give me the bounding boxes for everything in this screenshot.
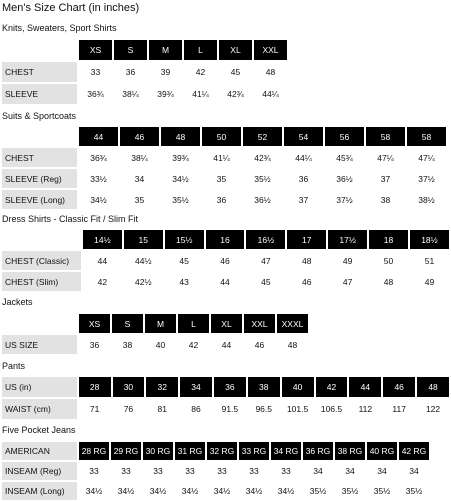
table-row bbox=[2, 377, 449, 397]
value-cell: 48 bbox=[254, 62, 287, 82]
value-cell: 34 bbox=[399, 462, 429, 480]
size-header: 40 bbox=[282, 377, 314, 397]
value-cell: 86 bbox=[180, 399, 212, 419]
value-cell: 34½ bbox=[175, 482, 205, 500]
value-cell: 51 bbox=[410, 251, 449, 270]
value-cell: 37 bbox=[366, 169, 405, 188]
value-cell: 48 bbox=[287, 251, 326, 270]
table-row bbox=[2, 84, 287, 104]
value-cell: 41¼ bbox=[202, 148, 241, 167]
value-cell: 33 bbox=[79, 462, 109, 480]
value-cell: 45 bbox=[219, 62, 252, 82]
value-cell: 39¾ bbox=[161, 148, 200, 167]
value-cell: 33 bbox=[239, 462, 269, 480]
size-header: M bbox=[145, 314, 176, 333]
section-title-suits-sportcoats: Suits & Sportcoats bbox=[2, 111, 77, 121]
size-header: 44 bbox=[349, 377, 381, 397]
value-cell: 81 bbox=[146, 399, 178, 419]
row-label: CHEST (Slim) bbox=[2, 272, 81, 291]
value-cell: 44½ bbox=[124, 251, 163, 270]
size-header: 58 bbox=[366, 127, 405, 146]
size-header: 48 bbox=[417, 377, 449, 397]
size-header: L bbox=[184, 40, 217, 60]
section-title-jackets: Jackets bbox=[2, 297, 33, 307]
size-header: 58 bbox=[407, 127, 446, 146]
corner-cell bbox=[2, 230, 81, 249]
value-cell: 35 bbox=[202, 169, 241, 188]
size-header: 18 bbox=[369, 230, 408, 249]
value-cell: 39¾ bbox=[149, 84, 182, 104]
value-cell: 48 bbox=[277, 335, 308, 354]
value-cell: 47 bbox=[328, 272, 367, 291]
value-cell: 117 bbox=[383, 399, 415, 419]
value-cell: 91.5 bbox=[214, 399, 246, 419]
size-header: 17½ bbox=[328, 230, 367, 249]
value-cell: 106.5 bbox=[316, 399, 348, 419]
row-label: SLEEVE bbox=[2, 84, 77, 104]
size-header: 48 bbox=[161, 127, 200, 146]
size-header: 29 RG bbox=[111, 442, 141, 460]
value-cell: 33½ bbox=[79, 169, 118, 188]
value-cell: 36 bbox=[202, 190, 241, 209]
value-cell: 37½ bbox=[407, 169, 446, 188]
size-header: XS bbox=[79, 40, 112, 60]
value-cell: 43 bbox=[165, 272, 204, 291]
size-header: XL bbox=[211, 314, 242, 333]
table-row bbox=[2, 335, 308, 354]
size-header: 28 RG bbox=[79, 442, 109, 460]
size-header: 56 bbox=[325, 127, 364, 146]
value-cell: 47 bbox=[246, 251, 285, 270]
size-header: 38 RG bbox=[335, 442, 365, 460]
value-cell: 46 bbox=[206, 251, 245, 270]
size-table-pants bbox=[0, 375, 451, 421]
size-header: 28 bbox=[79, 377, 111, 397]
size-header: XL bbox=[219, 40, 252, 60]
row-label: SLEEVE (Reg) bbox=[2, 169, 77, 188]
value-cell: 42¾ bbox=[219, 84, 252, 104]
value-cell: 46 bbox=[244, 335, 275, 354]
value-cell: 50 bbox=[369, 251, 408, 270]
value-cell: 44 bbox=[206, 272, 245, 291]
size-header: 30 RG bbox=[143, 442, 173, 460]
row-label: US (in) bbox=[2, 377, 77, 397]
table-row bbox=[2, 148, 446, 167]
value-cell: 39 bbox=[149, 62, 182, 82]
table-row bbox=[2, 462, 429, 480]
value-cell: 36½ bbox=[243, 190, 282, 209]
corner-cell bbox=[2, 127, 77, 146]
value-cell: 35½ bbox=[161, 190, 200, 209]
value-cell: 41¼ bbox=[184, 84, 217, 104]
value-cell: 33 bbox=[79, 62, 112, 82]
size-header: 32 bbox=[146, 377, 178, 397]
size-table-dress-shirts-classic-fit-slim-fit bbox=[0, 228, 451, 293]
value-cell: 34 bbox=[303, 462, 333, 480]
value-cell: 47¼ bbox=[366, 148, 405, 167]
size-header: 36 bbox=[214, 377, 246, 397]
row-label: US SIZE bbox=[2, 335, 77, 354]
size-table-knits-sweaters-sport-shirts bbox=[0, 38, 289, 106]
value-cell: 76 bbox=[113, 399, 145, 419]
value-cell: 33 bbox=[111, 462, 141, 480]
value-cell: 36½ bbox=[325, 169, 364, 188]
value-cell: 44 bbox=[211, 335, 242, 354]
table-row bbox=[2, 482, 429, 500]
value-cell: 35½ bbox=[399, 482, 429, 500]
value-cell: 34½ bbox=[143, 482, 173, 500]
value-cell: 42¾ bbox=[243, 148, 282, 167]
size-header: 36 RG bbox=[303, 442, 333, 460]
size-header: 40 RG bbox=[367, 442, 397, 460]
size-header: 38 bbox=[248, 377, 280, 397]
size-header: 15 bbox=[124, 230, 163, 249]
section-title-knits-sweaters-sport-shirts: Knits, Sweaters, Sport Shirts bbox=[2, 23, 117, 33]
section-title-pants: Pants bbox=[2, 361, 26, 371]
value-cell: 34½ bbox=[79, 190, 118, 209]
value-cell: 122 bbox=[417, 399, 449, 419]
size-header: S bbox=[114, 40, 147, 60]
value-cell: 42½ bbox=[124, 272, 163, 291]
value-cell: 42 bbox=[178, 335, 209, 354]
section-title-five-pocket-jeans: Five Pocket Jeans bbox=[2, 425, 76, 435]
value-cell: 34½ bbox=[111, 482, 141, 500]
value-cell: 33 bbox=[271, 462, 301, 480]
size-header: 15½ bbox=[165, 230, 204, 249]
value-cell: 71 bbox=[79, 399, 111, 419]
value-cell: 36 bbox=[79, 335, 110, 354]
size-header: 50 bbox=[202, 127, 241, 146]
value-cell: 34 bbox=[120, 169, 159, 188]
value-cell: 38 bbox=[112, 335, 143, 354]
size-header: 46 bbox=[120, 127, 159, 146]
value-cell: 35½ bbox=[367, 482, 397, 500]
size-header: XXL bbox=[254, 40, 287, 60]
value-cell: 38¼ bbox=[120, 148, 159, 167]
size-header: 42 RG bbox=[399, 442, 429, 460]
row-label: INSEAM (Reg) bbox=[2, 462, 77, 480]
value-cell: 36 bbox=[284, 169, 323, 188]
table-row bbox=[2, 442, 429, 460]
section-title-dress-shirts-classic-fit-slim-fit: Dress Shirts - Classic Fit / Slim Fit bbox=[2, 214, 139, 224]
value-cell: 37 bbox=[284, 190, 323, 209]
value-cell: 38 bbox=[366, 190, 405, 209]
value-cell: 34½ bbox=[239, 482, 269, 500]
size-header: 17 bbox=[287, 230, 326, 249]
size-header: M bbox=[149, 40, 182, 60]
row-label: CHEST bbox=[2, 62, 77, 82]
size-header: 46 bbox=[383, 377, 415, 397]
row-label: INSEAM (Long) bbox=[2, 482, 77, 500]
size-header: 44 bbox=[79, 127, 118, 146]
header-row bbox=[2, 230, 449, 249]
value-cell: 38¼ bbox=[114, 84, 147, 104]
value-cell: 47¼ bbox=[407, 148, 446, 167]
value-cell: 34½ bbox=[161, 169, 200, 188]
table-row bbox=[2, 399, 449, 419]
row-label: CHEST (Classic) bbox=[2, 251, 81, 270]
value-cell: 101.5 bbox=[282, 399, 314, 419]
value-cell: 36¾ bbox=[79, 148, 118, 167]
value-cell: 37½ bbox=[325, 190, 364, 209]
size-header: 18½ bbox=[410, 230, 449, 249]
size-header: 34 bbox=[180, 377, 212, 397]
table-row bbox=[2, 62, 287, 82]
size-header: 32 RG bbox=[207, 442, 237, 460]
value-cell: 42 bbox=[184, 62, 217, 82]
size-header: 16 bbox=[206, 230, 245, 249]
value-cell: 44 bbox=[83, 251, 122, 270]
value-cell: 45¾ bbox=[325, 148, 364, 167]
table-row bbox=[2, 272, 449, 291]
value-cell: 33 bbox=[207, 462, 237, 480]
header-row bbox=[2, 40, 287, 60]
value-cell: 42 bbox=[83, 272, 122, 291]
value-cell: 35½ bbox=[243, 169, 282, 188]
header-row bbox=[2, 314, 308, 333]
size-header: 33 RG bbox=[239, 442, 269, 460]
value-cell: 46 bbox=[287, 272, 326, 291]
table-row bbox=[2, 169, 446, 188]
size-header: 42 bbox=[316, 377, 348, 397]
value-cell: 35 bbox=[120, 190, 159, 209]
value-cell: 38½ bbox=[407, 190, 446, 209]
value-cell: 33 bbox=[175, 462, 205, 480]
row-label: WAIST (cm) bbox=[2, 399, 77, 419]
value-cell: 45 bbox=[165, 251, 204, 270]
value-cell: 44¼ bbox=[254, 84, 287, 104]
size-table-jackets bbox=[0, 312, 310, 356]
value-cell: 33 bbox=[143, 462, 173, 480]
value-cell: 96.5 bbox=[248, 399, 280, 419]
size-table-suits-sportcoats bbox=[0, 125, 448, 211]
size-header: XXXL bbox=[277, 314, 308, 333]
row-label: SLEEVE (Long) bbox=[2, 190, 77, 209]
size-header: 16½ bbox=[246, 230, 285, 249]
value-cell: 36 bbox=[114, 62, 147, 82]
table-row bbox=[2, 190, 446, 209]
value-cell: 36¾ bbox=[79, 84, 112, 104]
value-cell: 45 bbox=[246, 272, 285, 291]
value-cell: 34½ bbox=[79, 482, 109, 500]
value-cell: 35½ bbox=[303, 482, 333, 500]
header-row bbox=[2, 127, 446, 146]
size-header: 31 RG bbox=[175, 442, 205, 460]
value-cell: 34½ bbox=[271, 482, 301, 500]
value-cell: 40 bbox=[145, 335, 176, 354]
corner-cell bbox=[2, 40, 77, 60]
value-cell: 34½ bbox=[207, 482, 237, 500]
value-cell: 34 bbox=[335, 462, 365, 480]
size-header: XXL bbox=[244, 314, 275, 333]
value-cell: 49 bbox=[410, 272, 449, 291]
size-header: 14½ bbox=[83, 230, 122, 249]
page-title: Men's Size Chart (in inches) bbox=[2, 2, 140, 14]
size-header: L bbox=[178, 314, 209, 333]
size-header: 30 bbox=[113, 377, 145, 397]
value-cell: 44¼ bbox=[284, 148, 323, 167]
row-label: CHEST bbox=[2, 148, 77, 167]
size-header: S bbox=[112, 314, 143, 333]
value-cell: 35½ bbox=[335, 482, 365, 500]
size-header: 52 bbox=[243, 127, 282, 146]
row-label: AMERICAN bbox=[2, 442, 77, 460]
value-cell: 49 bbox=[328, 251, 367, 270]
value-cell: 48 bbox=[369, 272, 408, 291]
size-header: 34 RG bbox=[271, 442, 301, 460]
size-header: 54 bbox=[284, 127, 323, 146]
table-row bbox=[2, 251, 449, 270]
size-header: XS bbox=[79, 314, 110, 333]
value-cell: 34 bbox=[367, 462, 397, 480]
corner-cell bbox=[2, 314, 77, 333]
value-cell: 112 bbox=[349, 399, 381, 419]
size-table-five-pocket-jeans bbox=[0, 440, 431, 502]
